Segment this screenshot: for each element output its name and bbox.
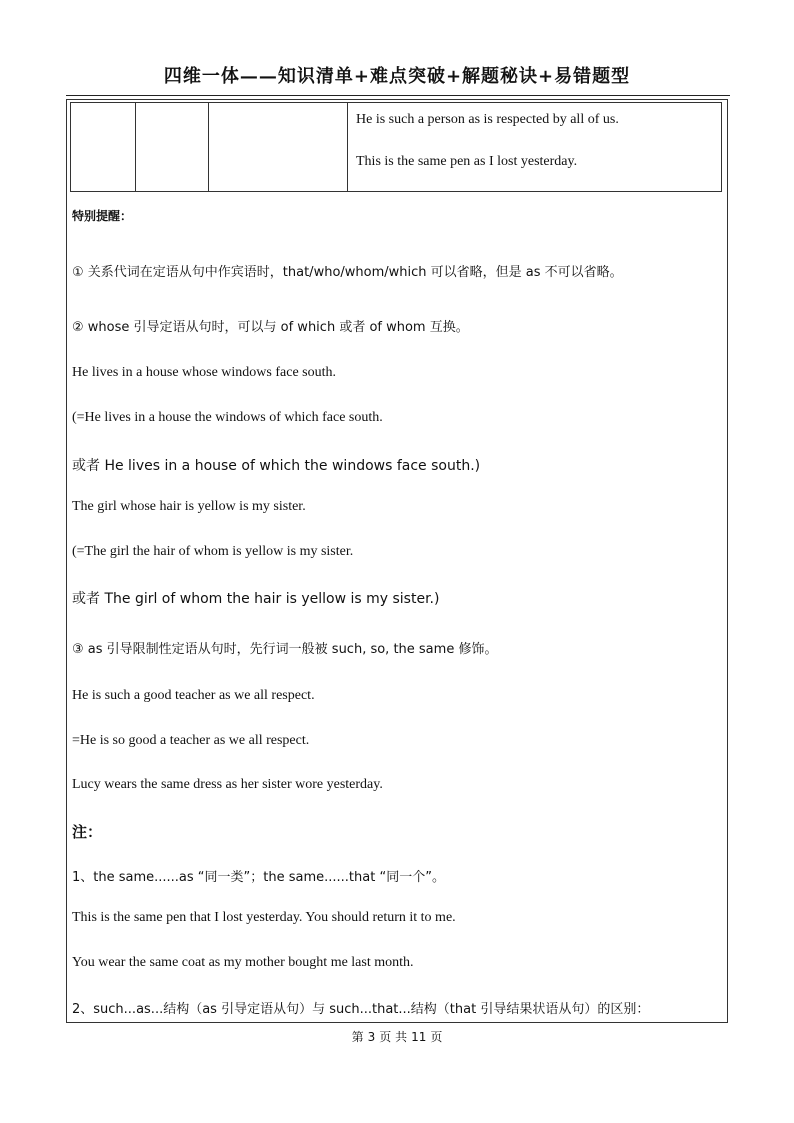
tip-3: ③ as 引导限制性定语从句时，先行词一般被 such, so, the same 修饰。 xyxy=(72,642,498,657)
footer-prefix: 第 xyxy=(351,1030,364,1044)
tip-2: ② whose 引导定语从句时，可以与 of which 或者 of whom 互换。 xyxy=(72,320,469,335)
page-number: 3 xyxy=(367,1030,376,1044)
footer-mid: 页 共 xyxy=(379,1030,408,1044)
tip-1: ① 关系代词在定语从句中作宾语时，that/who/whom/which 可以省略，但是 as 不可以省略。 xyxy=(72,265,623,280)
page-footer xyxy=(0,1028,794,1045)
example-9: Lucy wears the same dress as her sister wore yesterday. xyxy=(72,777,383,792)
tip-heading: 特别提醒： xyxy=(72,209,133,223)
header-divider xyxy=(66,95,730,96)
table-cell-empty-1 xyxy=(71,103,136,192)
document-header: 四维一体——知识清单+难点突破+解题秘诀+易错题型 xyxy=(163,66,631,87)
example-5: (=The girl the hair of whom is yellow is my sister. xyxy=(72,544,354,559)
note-heading: 注： xyxy=(72,823,103,841)
note-2: 2、such...as...结构（as 引导定语从句）与 such...that...结构（that 引导结果状语从句）的区别： xyxy=(72,1002,650,1017)
example-3: 或者 He lives in a house of which the windows face south.) xyxy=(72,458,481,474)
example-8: =He is so good a teacher as we all respect. xyxy=(72,733,310,748)
example-4: The girl whose hair is yellow is my sister. xyxy=(72,499,306,514)
table-example-1: He is such a person as is respected by all of us. xyxy=(356,112,619,127)
table-cell-examples xyxy=(348,103,722,192)
note-1: 1、the same......as “同一类”；the same......that “同一个”。 xyxy=(72,870,445,885)
example-1: He lives in a house whose windows face south. xyxy=(72,365,337,380)
footer-suffix: 页 xyxy=(430,1030,443,1044)
table-cell-empty-2 xyxy=(136,103,209,192)
example-7: He is such a good teacher as we all respect. xyxy=(72,688,315,703)
grammar-table xyxy=(70,102,722,192)
example-10: This is the same pen that I lost yesterday. You should return it to me. xyxy=(72,910,456,925)
table-example-2: This is the same pen as I lost yesterday. xyxy=(356,154,578,169)
table-cell-empty-3 xyxy=(209,103,348,192)
page-total: 11 xyxy=(411,1030,427,1044)
example-2: (=He lives in a house the windows of which face south. xyxy=(72,410,383,425)
example-6: 或者 The girl of whom the hair is yellow is my sister.) xyxy=(72,591,440,607)
example-11: You wear the same coat as my mother bought me last month. xyxy=(72,955,414,970)
